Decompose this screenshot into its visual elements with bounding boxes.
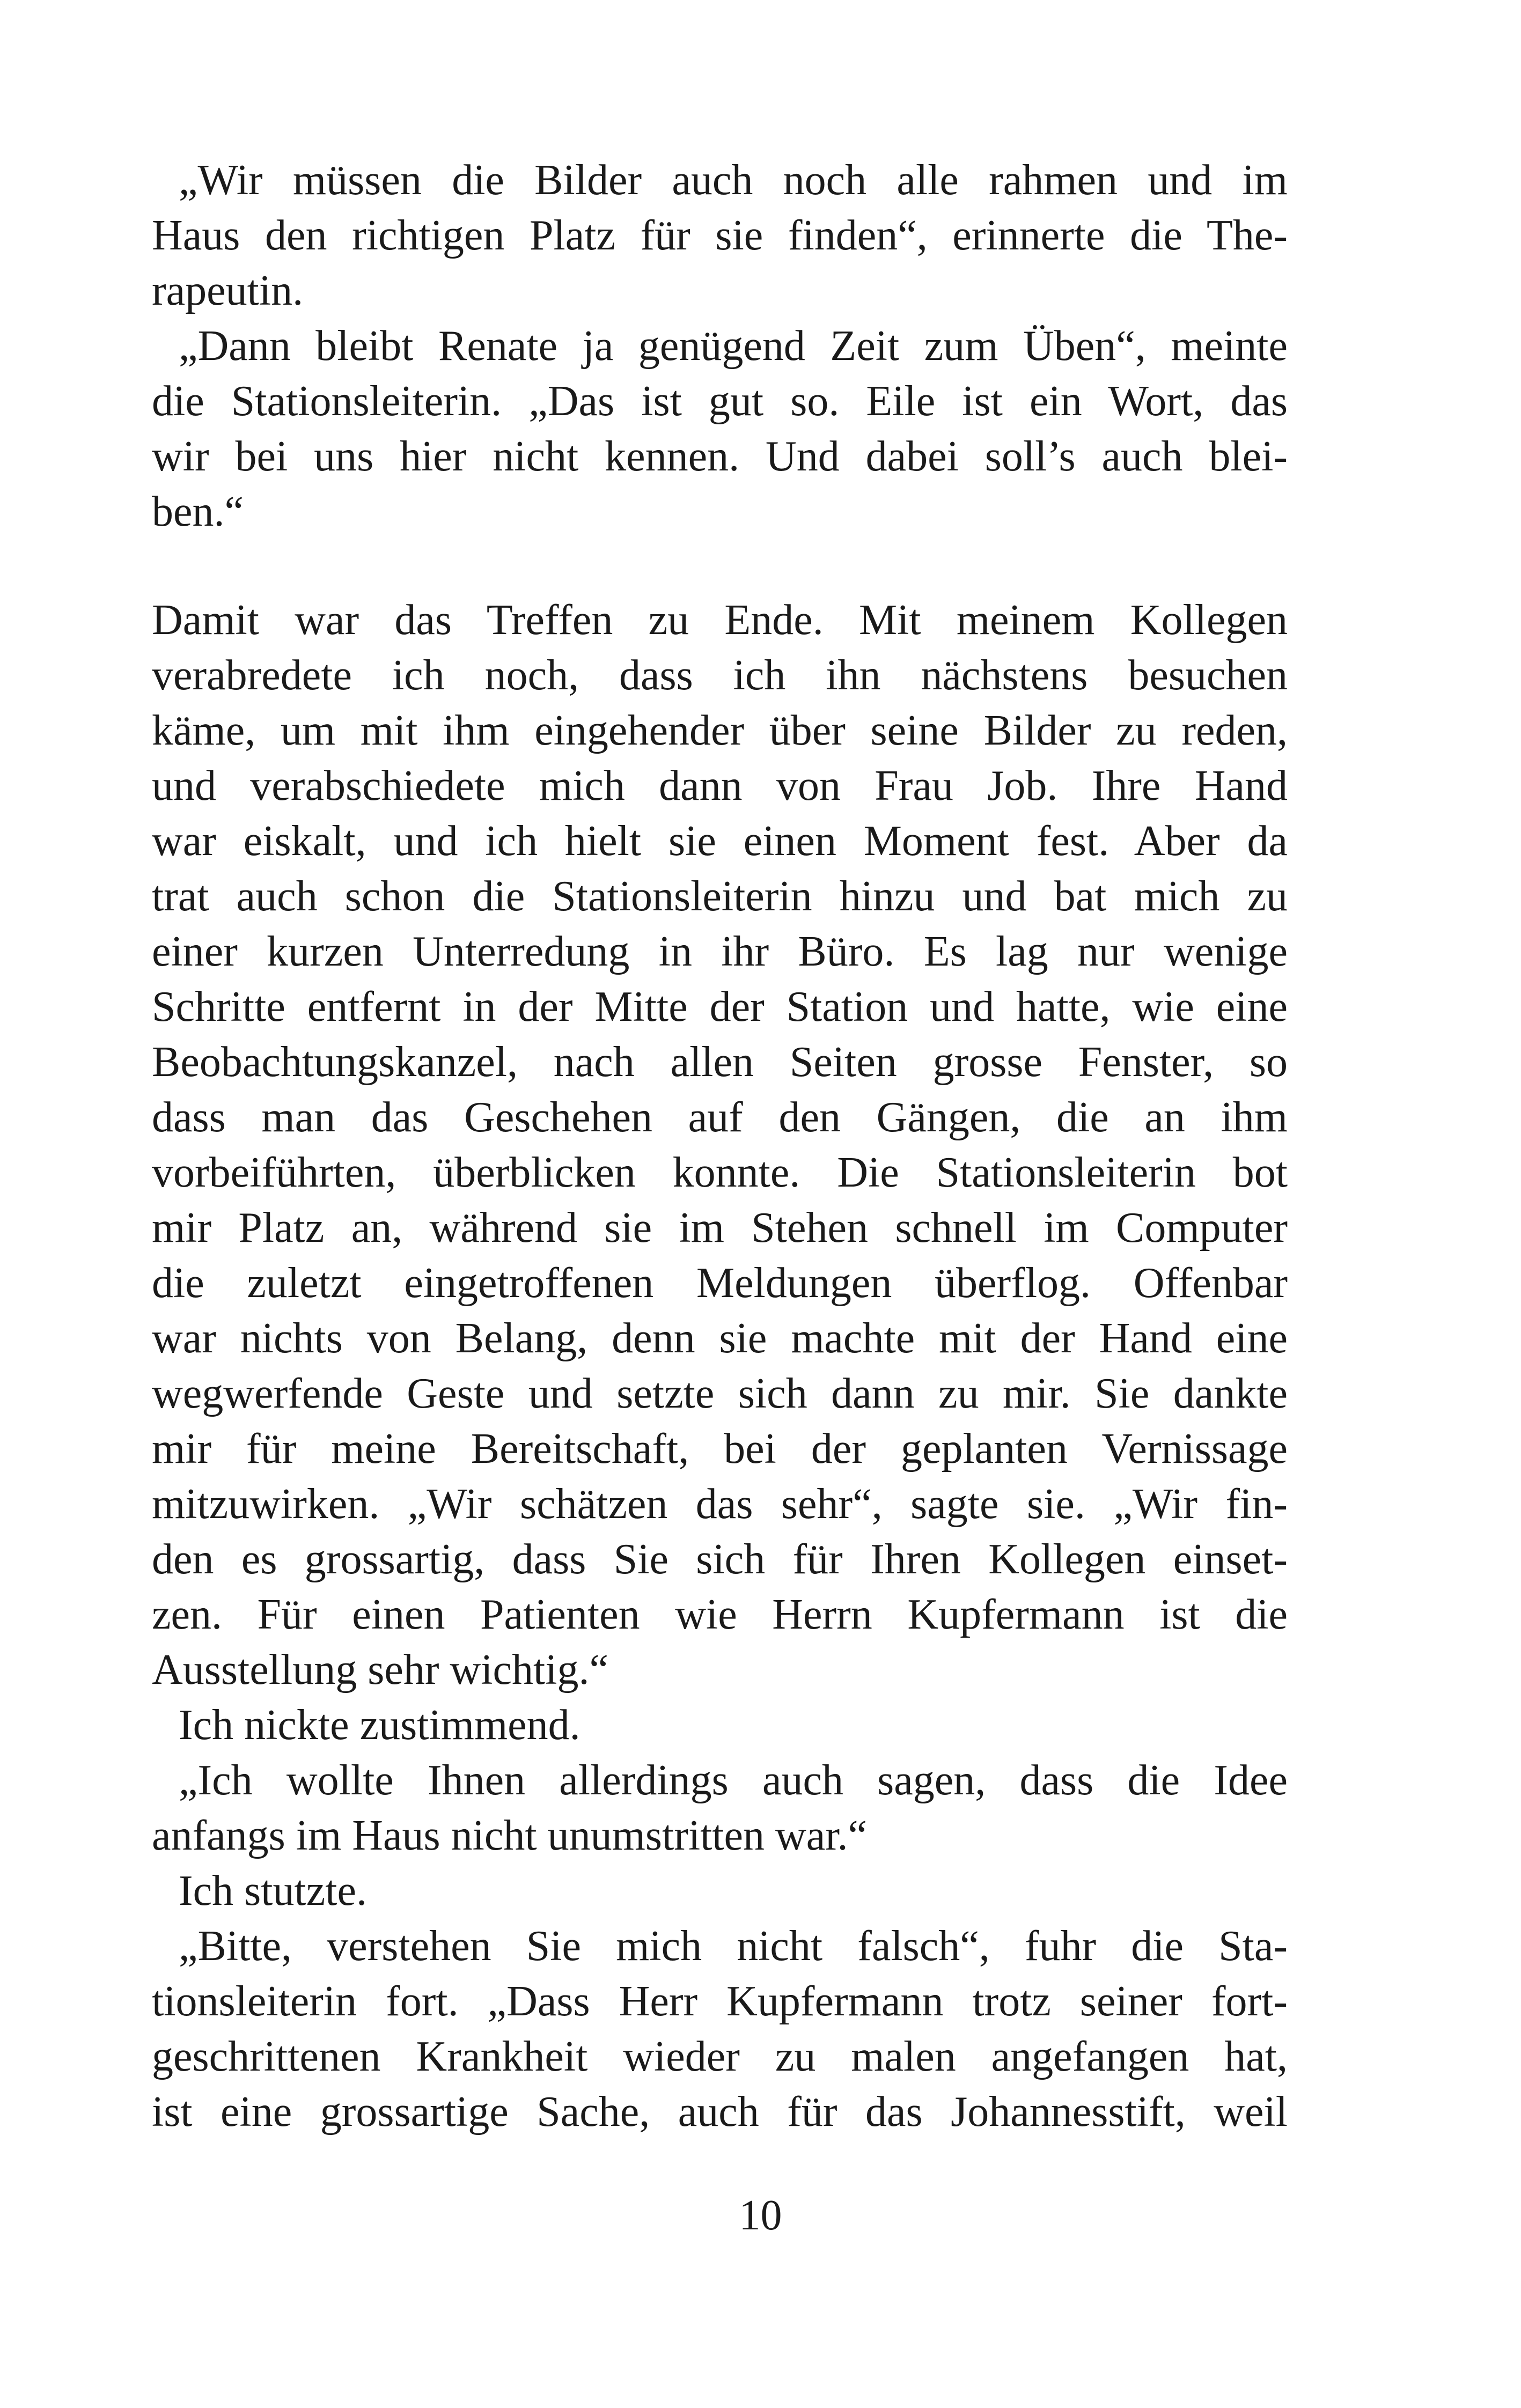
text-line: wegwerfende Geste und setzte sich dann zu mir. Sie dankte xyxy=(152,1370,1288,1417)
text-line: „Dann bleibt Renate ja genügend Zeit zum Üben“, meinte xyxy=(179,322,1288,370)
text-line: Schritte entfernt in der Mitte der Station und hatte, wie eine xyxy=(152,983,1288,1030)
text-line: Damit war das Treffen zu Ende. Mit meinem Kollegen xyxy=(152,597,1288,644)
text-line: verabredete ich noch, dass ich ihn nächstens besuchen xyxy=(152,652,1288,699)
text-line: wir bei uns hier nicht kennen. Und dabei soll’s auch blei- xyxy=(152,433,1288,480)
text-line: mir für meine Bereitschaft, bei der geplanten Vernissage xyxy=(152,1425,1288,1472)
text-line: anfangs im Haus nicht unumstritten war.“ xyxy=(152,1812,868,1859)
paragraph-block-1 xyxy=(152,153,1288,540)
text-line: Ich nickte zustimmend. xyxy=(179,1702,581,1749)
text-line: Ausstellung sehr wichtig.“ xyxy=(152,1646,608,1693)
text-line: und verabschiedete mich dann von Frau Job. Ihre Hand xyxy=(152,762,1288,809)
text-line: ben.“ xyxy=(152,488,244,535)
text-line: geschrittenen Krankheit wieder zu malen angefangen hat, xyxy=(152,2033,1288,2080)
paragraph-block-2 xyxy=(152,593,1288,2140)
text-line: einer kurzen Unterredung in ihr Büro. Es lag nur wenige xyxy=(152,928,1288,975)
text-line: Haus den richtigen Platz für sie finden“, erinnerte die The- xyxy=(152,212,1288,259)
text-line: „Ich wollte Ihnen allerdings auch sagen, dass die Idee xyxy=(179,1757,1288,1804)
text-line: vorbeiführten, überblicken konnte. Die Stationsleiterin bot xyxy=(152,1149,1288,1196)
text-line: war eiskalt, und ich hielt sie einen Moment fest. Aber da xyxy=(152,818,1288,865)
text-line: die Stationsleiterin. „Das ist gut so. Eile ist ein Wort, das xyxy=(152,378,1288,425)
text-line: tionsleiterin fort. „Dass Herr Kupfermann trotz seiner fort- xyxy=(152,1978,1288,2025)
text-line: käme, um mit ihm eingehender über seine Bilder zu reden, xyxy=(152,707,1288,754)
text-line: rapeutin. xyxy=(152,267,304,314)
text-line: war nichts von Belang, denn sie machte mit der Hand eine xyxy=(152,1315,1288,1362)
text-line: „Wir müssen die Bilder auch noch alle rahmen und im xyxy=(179,157,1288,204)
text-line: mir Platz an, während sie im Stehen schnell im Computer xyxy=(152,1204,1288,1251)
text-line: trat auch schon die Stationsleiterin hinzu und bat mich zu xyxy=(152,873,1288,920)
text-line: den es grossartig, dass Sie sich für Ihren Kollegen einset- xyxy=(152,1536,1288,1583)
text-line: dass man das Geschehen auf den Gängen, die an ihm xyxy=(152,1094,1288,1141)
text-line: „Bitte, verstehen Sie mich nicht falsch“, fuhr die Sta- xyxy=(179,1923,1288,1970)
text-line: Ich stutzte. xyxy=(179,1867,367,1914)
page-number: 10 xyxy=(739,2192,782,2239)
text-line: zen. Für einen Patienten wie Herrn Kupfermann ist die xyxy=(152,1591,1288,1638)
text-line: die zuletzt eingetroffenen Meldungen überflog. Offenbar xyxy=(152,1260,1288,1307)
text-line: Beobachtungskanzel, nach allen Seiten grosse Fenster, so xyxy=(152,1039,1288,1086)
text-line: mitzuwirken. „Wir schätzen das sehr“, sagte sie. „Wir fin- xyxy=(152,1481,1288,1528)
text-line: ist eine grossartige Sache, auch für das Johannesstift, weil xyxy=(152,2088,1288,2135)
